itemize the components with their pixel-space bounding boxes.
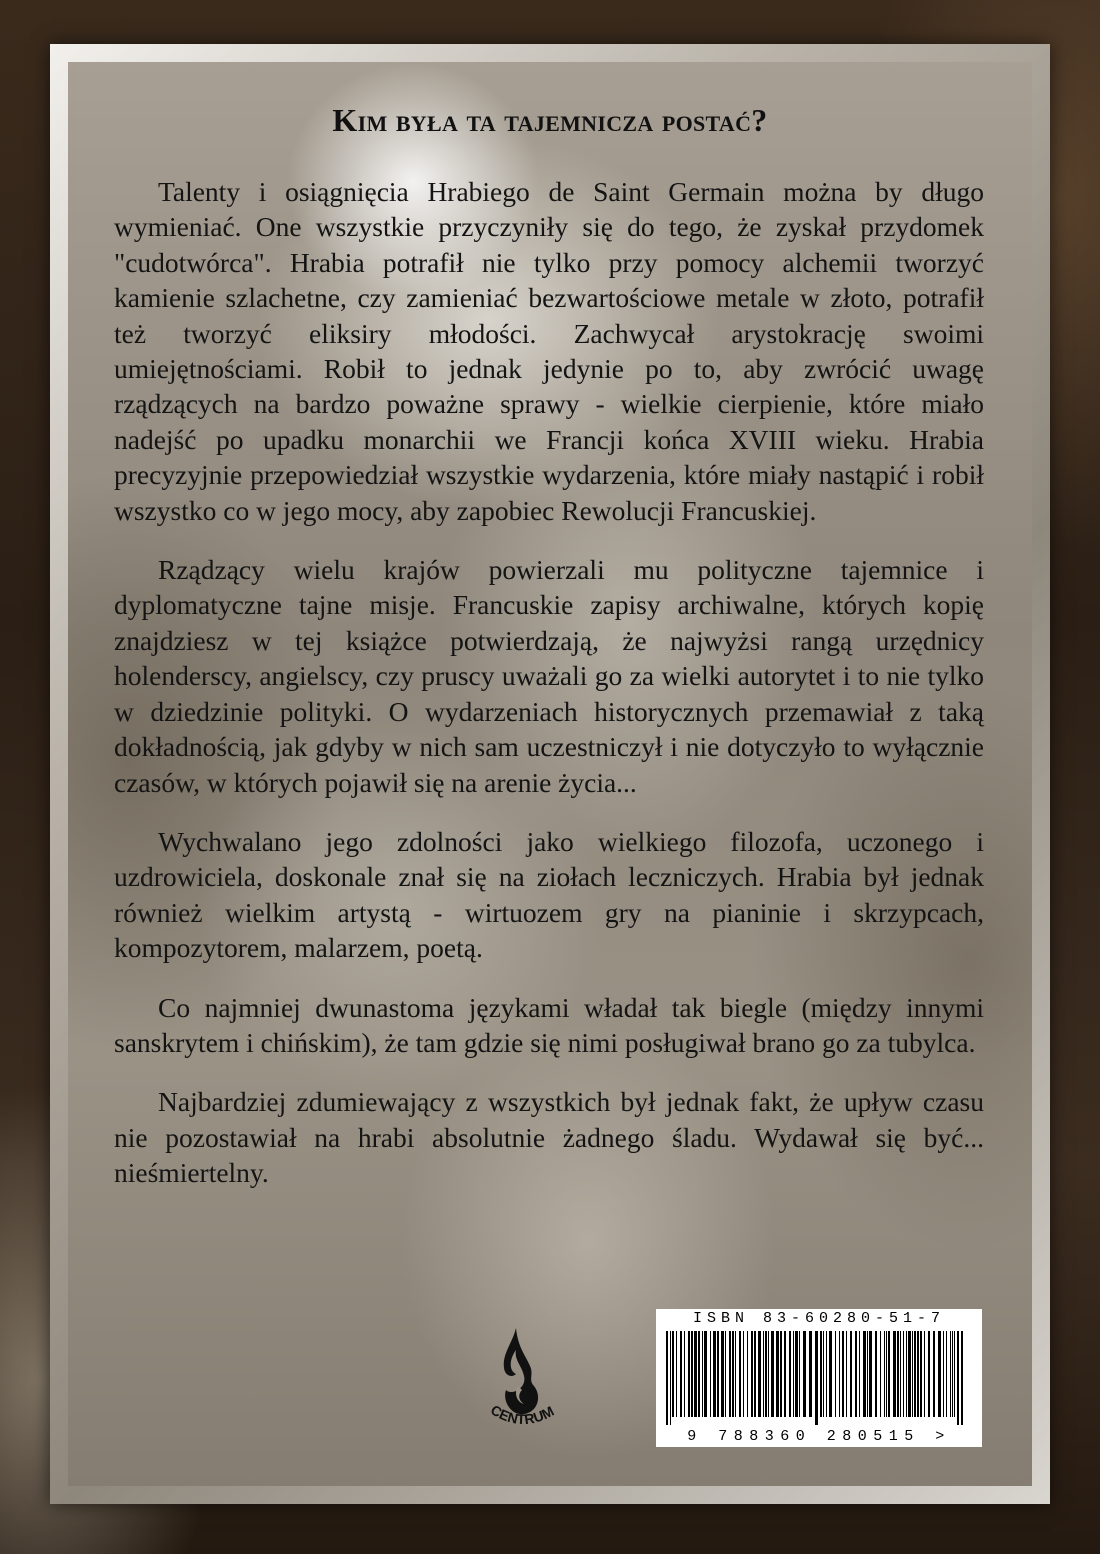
barcode-bar <box>917 1331 919 1417</box>
barcode-bar <box>721 1331 724 1417</box>
isbn-number: ISBN 83-60280-51-7 <box>692 1310 946 1327</box>
barcode-bar <box>920 1331 922 1417</box>
blurb-paragraph-1: Talenty i osiągnięcia Hrabiego de Saint Germain można by długo wymieniać. One wszystkie przyczyniły się do tego, że zyskał przydomek "cudotwórca". Hrabia potrafił nie tylko przy pomocy alchemii tworzyć kamienie szlachetne, czy zamieniać bezwartościowe metale w złoto, potrafił też tworzyć eliksiry młodości. Zachwycał arystokrację swoimi umiejętnościami. Robił to jednak jedynie po to, aby zwrócić uwagę rządzących na bardzo poważne sprawy - wielkie cierpienie, które miało nadejść po upadku monarchii we Francji końca XVIII wieku. Hrabia precyzyjnie przepowiedział wszystkie wydarzenia, które miały nastąpić i robił wszystko co w jego mocy, aby zapobiec Rewolucji Francuskiej. <box>114 176 984 526</box>
barcode-bar <box>780 1331 782 1417</box>
barcode-bar <box>900 1331 901 1417</box>
barcode-bar <box>725 1331 726 1417</box>
barcode-bar <box>713 1331 716 1417</box>
barcode-bar <box>758 1331 761 1417</box>
barcode-bar <box>855 1331 857 1417</box>
barcode-bar <box>880 1331 881 1417</box>
barcode-bar <box>826 1331 827 1417</box>
barcode-bar <box>694 1331 697 1417</box>
barcode-bar <box>751 1331 753 1417</box>
barcode-bar <box>691 1331 693 1417</box>
barcode-bar <box>684 1331 685 1417</box>
barcode-bar <box>789 1331 791 1417</box>
barcode-bar <box>924 1331 925 1417</box>
barcode-bar <box>863 1331 866 1417</box>
barcode-bar <box>835 1331 836 1417</box>
barcode-bar <box>869 1331 872 1417</box>
barcode-bar <box>867 1331 868 1417</box>
barcode-bar <box>850 1331 852 1417</box>
barcode-bar <box>823 1331 824 1417</box>
barcode-bar <box>763 1331 764 1417</box>
barcode-bar <box>776 1331 779 1417</box>
barcode-bar <box>933 1331 935 1417</box>
barcode-bar <box>943 1331 944 1417</box>
barcode-bar <box>938 1331 941 1417</box>
barcode-bar <box>793 1331 794 1417</box>
barcode-bar <box>886 1331 887 1417</box>
barcode-bar <box>747 1331 748 1417</box>
barcode-bar <box>950 1331 951 1417</box>
barcode-bar <box>768 1331 769 1417</box>
barcode-bar <box>842 1331 844 1417</box>
barcode-bar <box>928 1331 930 1417</box>
barcode-bar <box>912 1331 913 1417</box>
barcode-bar <box>743 1331 744 1417</box>
barcode-bar <box>698 1331 700 1417</box>
barcode-bar <box>952 1331 953 1417</box>
back-cover-panel <box>68 62 1032 1486</box>
barcode-bar <box>820 1331 822 1417</box>
barcode-bar <box>875 1331 877 1417</box>
barcode-bar <box>839 1331 840 1417</box>
barcode-bar <box>704 1331 707 1417</box>
barcode-bar <box>672 1331 674 1417</box>
barcode-bar <box>710 1331 711 1417</box>
barcode-bar <box>680 1331 682 1417</box>
barcode-bar <box>688 1331 690 1417</box>
barcode-bar <box>729 1331 731 1417</box>
barcode-bar <box>784 1331 786 1417</box>
blurb-paragraph-3: Wychwalano jego zdolności jako wielkiego filozofa, uczonego i uzdrowiciela, doskonale znał się na ziołach leczniczych. Hrabia był jednak również wielkim artystą - wirtuozem gry na pianinie i skrzypcach, kompozytorem, malarzem, poetą. <box>114 825 984 964</box>
barcode-bar <box>754 1331 756 1417</box>
barcode-bar <box>809 1331 812 1417</box>
barcode-bar <box>893 1331 896 1417</box>
publisher-name: CENTRUM <box>487 1401 557 1428</box>
barcode-bar <box>702 1331 703 1417</box>
barcode-bar <box>765 1331 767 1417</box>
barcode-bar <box>846 1331 847 1417</box>
ean-number: 9 788360 280515 > <box>687 1428 951 1445</box>
barcode-bar <box>946 1331 947 1417</box>
flame-drop-logo-icon <box>472 1324 572 1436</box>
barcode-bar <box>739 1331 741 1417</box>
barcode-bar <box>897 1331 899 1417</box>
barcode-bar <box>771 1331 774 1417</box>
barcode-bar <box>732 1331 734 1417</box>
barcode-bar <box>735 1331 736 1417</box>
barcode-bar <box>815 1331 818 1425</box>
isbn-barcode <box>656 1309 982 1447</box>
barcode-bar <box>859 1331 860 1417</box>
barcode-bar <box>903 1331 904 1417</box>
blurb-paragraph-4: Co najmniej dwunastoma językami władał tak biegle (między innymi sanskrytem i chińskim), że tam gdzie się nimi posługiwał brano go za tubylca. <box>114 991 984 1058</box>
barcode-bar <box>888 1331 890 1417</box>
barcode-bar <box>799 1331 800 1417</box>
cover-title: Kim była ta tajemnicza postać? <box>332 102 768 138</box>
blurb-text <box>114 174 984 1191</box>
barcode-bar <box>803 1331 806 1417</box>
barcode-bar <box>795 1331 798 1417</box>
blurb-paragraph-2: Rządzący wielu krajów powierzali mu polityczne tajemnice i dyplomatyczne tajne misje. Francuskie zapisy archiwalne, których kopię znajdziesz w tej książce potwierdzają, że najwyżsi rangą urzędnicy holenderscy, angielscy, czy pruscy uważali go za wielki autorytet i to nie tylko w dziedzinie polityki. O wydarzeniach historycznych przemawiał z taką dokładnością, jak gdyby w nich sam uczestniczył i nie dotyczyło to wyłącznie czasów, w których pojawił się na arenie życia... <box>114 554 984 798</box>
barcode-bar <box>954 1331 955 1417</box>
barcode-bar <box>957 1331 959 1425</box>
barcode-bar <box>961 1331 963 1425</box>
barcode-bar <box>908 1331 911 1417</box>
barcode-bar <box>676 1331 677 1417</box>
blurb-paragraph-5: Najbardziej zdumiewający z wszystkich był jednak fakt, że upływ czasu nie pozostawiał na hrabi absolutnie żadnego śladu. Wydawał się być... nieśmiertelny. <box>114 1086 984 1189</box>
barcode-bar <box>717 1331 719 1417</box>
barcode-bar <box>906 1331 907 1417</box>
barcode-bars <box>664 1331 974 1425</box>
barcode-bar <box>914 1331 916 1417</box>
barcode-bar <box>829 1331 832 1417</box>
barcode-bar <box>884 1331 885 1417</box>
barcode-bar <box>670 1331 671 1425</box>
barcode-bar <box>666 1331 668 1425</box>
